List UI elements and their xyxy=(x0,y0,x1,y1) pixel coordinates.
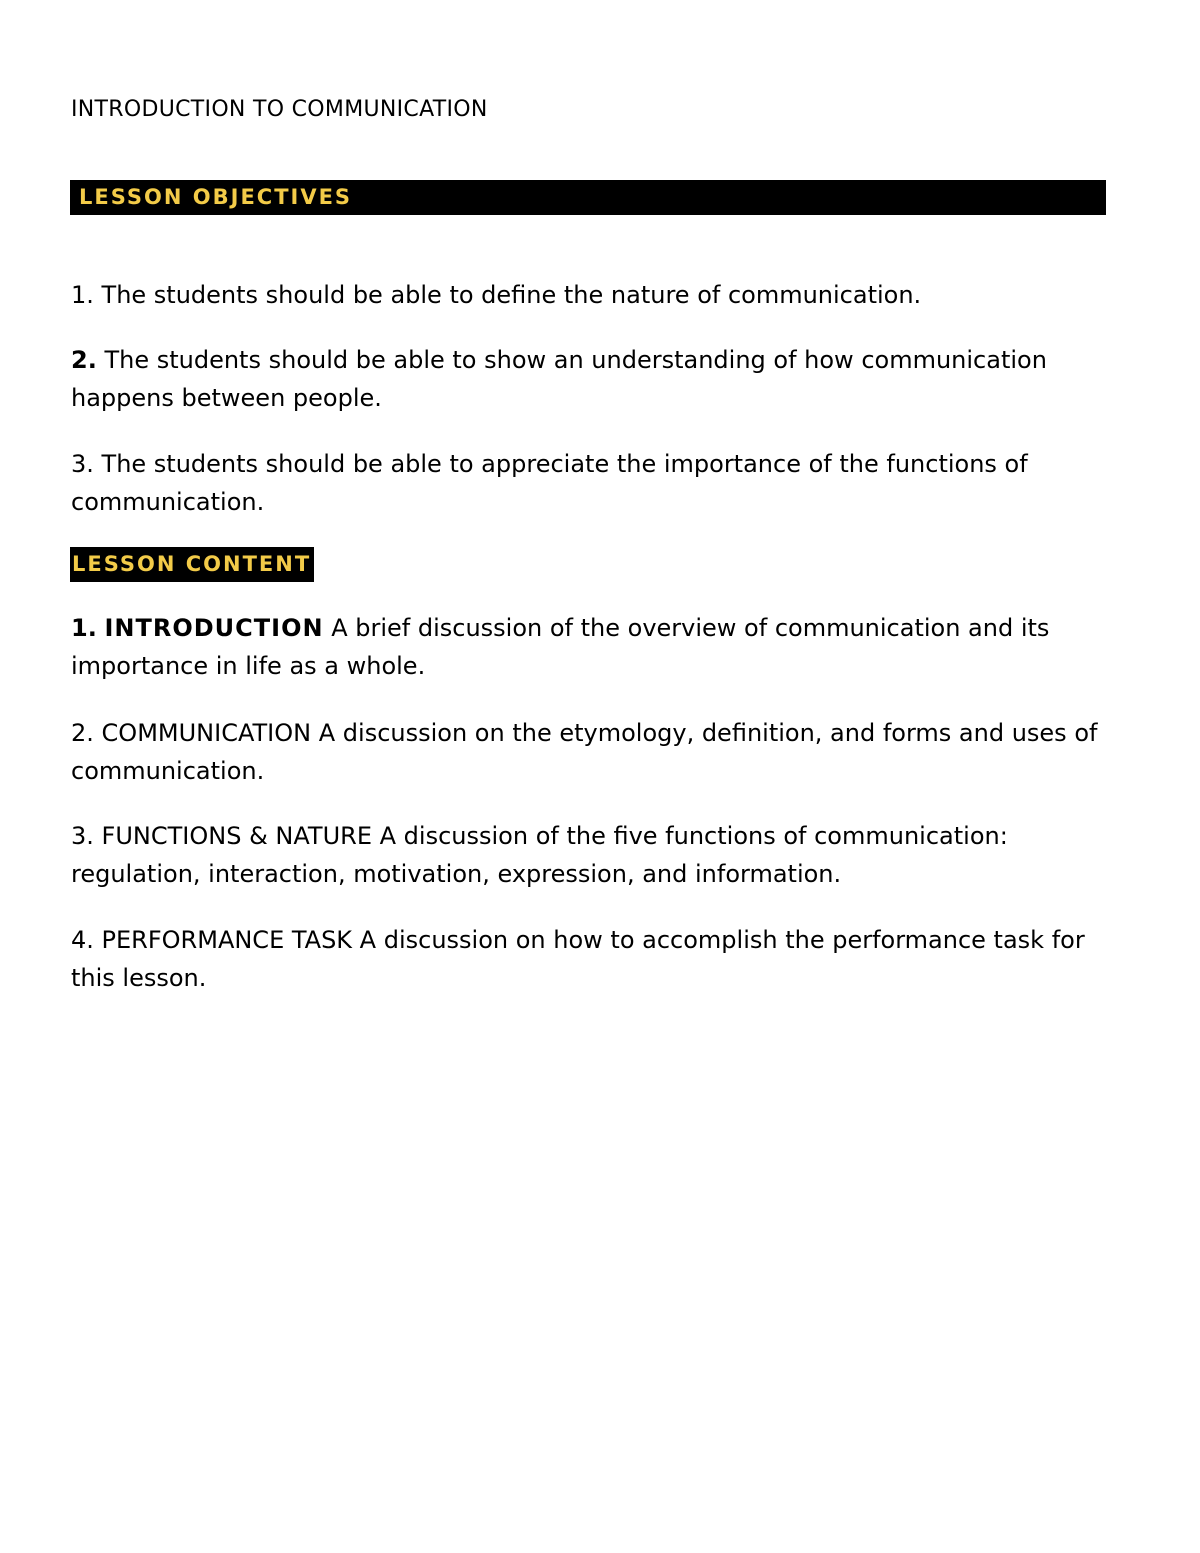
objective-text: The students should be able to show an understanding of how communication happens between people. xyxy=(71,346,1047,412)
content-text: A brief discussion of the overview of communication and its importance in life as a whole. xyxy=(71,614,1050,680)
objective-number: 3. xyxy=(71,450,94,478)
objective-text: The students should be able to appreciate the importance of the functions of communication. xyxy=(71,450,1028,516)
objective-text: The students should be able to define the nature of communication. xyxy=(93,281,922,309)
content-number: 4. xyxy=(71,926,94,954)
content-number: 3. xyxy=(71,822,94,850)
objective-item-1 xyxy=(71,276,1131,314)
content-number: 2. xyxy=(71,719,94,747)
objective-item-2 xyxy=(71,341,1131,417)
lesson-objectives-heading: LESSON OBJECTIVES xyxy=(70,180,1106,215)
content-label: COMMUNICATION xyxy=(101,719,312,747)
content-item-3 xyxy=(71,817,1131,893)
content-number: 1. xyxy=(71,614,97,642)
lesson-content-heading: LESSON CONTENT xyxy=(70,547,314,582)
objective-number: 1. xyxy=(71,281,94,309)
content-label: PERFORMANCE TASK xyxy=(101,926,353,954)
document-title: INTRODUCTION TO COMMUNICATION xyxy=(71,97,488,122)
content-label: INTRODUCTION xyxy=(104,614,324,642)
content-item-1 xyxy=(71,609,1131,685)
content-text: A discussion on the etymology, definition, and forms and uses of communication. xyxy=(71,719,1098,785)
content-label: FUNCTIONS & NATURE xyxy=(101,822,372,850)
content-item-4 xyxy=(71,921,1131,997)
content-text: A discussion of the five functions of communication: regulation, interaction, motivation, expression, and information. xyxy=(71,822,1008,888)
content-item-2 xyxy=(71,714,1131,790)
objective-item-3 xyxy=(71,445,1131,521)
content-text: A discussion on how to accomplish the performance task for this lesson. xyxy=(71,926,1085,992)
objective-number: 2. xyxy=(71,346,97,374)
